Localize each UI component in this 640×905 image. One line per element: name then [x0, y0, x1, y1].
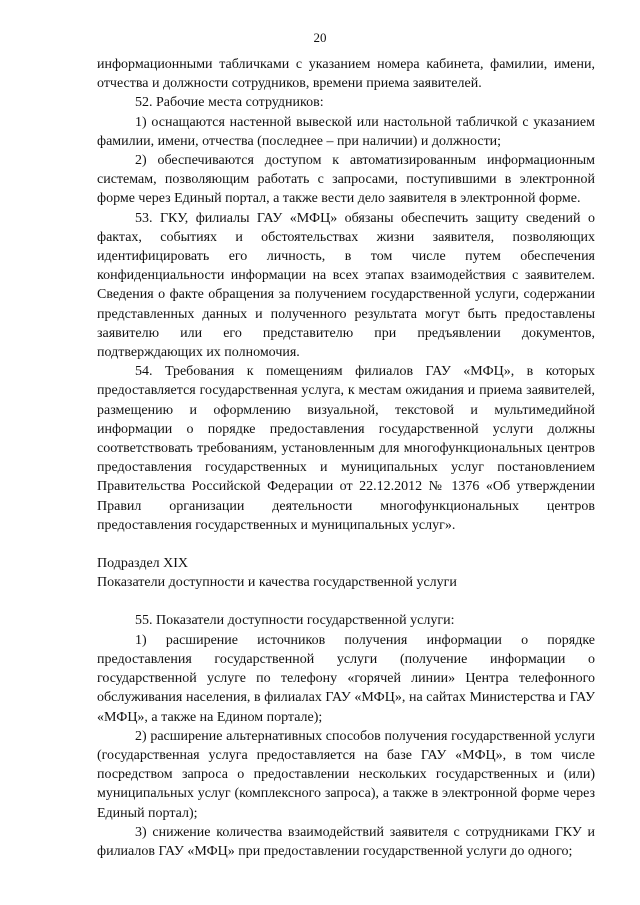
page-number: 20: [313, 30, 327, 45]
paragraph-54: 54. Требования к помещениям филиалов ГАУ «МФЦ», в которых предоставляется государственная услуга, к местам ожидания и приема заявителей, размещению и оформлению визуальной, текстовой и мультимедийной информации о порядке предоставления государственной услуги должны соответствовать требованиям, установленным для многофункциональных центров предоставления государственных и муниципальных услуг постановлением Правительства Российской Федерации от 22.12.2012 № 1376 «Об утверждении Правил организации деятельности многофункциональных центров предоставления государственных и муниципальных услуг».: [97, 364, 595, 533]
section-label: Подраздел XIX: [97, 556, 189, 572]
paragraph-continuation: информационными табличками с указанием номера кабинета, фамилии, имени, отчества и должности сотрудников, времени приема заявителей.: [97, 57, 595, 92]
paragraph-55-item-3: 3) снижение количества взаимодействий заявителя с сотрудниками ГКУ и филиалов ГАУ «МФЦ» при предоставлении государственной услуги до одного;: [97, 824, 595, 859]
document-body: [97, 55, 595, 861]
paragraph-52: 52. Рабочие места сотрудников:: [135, 95, 324, 111]
paragraph-55: 55. Показатели доступности государственной услуги:: [135, 613, 455, 629]
paragraph-55-item-1: 1) расширение источников получения информации о порядке предоставления государственной услуги (получение информации о государственной услуге по телефону «горячей линии» Центра телефонного обслуживания населения, в филиалах ГАУ «МФЦ», на сайтах Министерства и ГАУ «МФЦ», а также на Едином портале);: [97, 632, 595, 725]
paragraph-55-item-2: 2) расширение альтернативных способов получения государственной услуги (государственная услуга предоставляется на базе ГАУ «МФЦ», в том числе посредством запроса о предоставлении нескольких государственных и (или) муниципальных услуг (комплексного запроса), а также в электронной форме через Единый портал);: [97, 728, 595, 821]
paragraph-53: 53. ГКУ, филиалы ГАУ «МФЦ» обязаны обеспечить защиту сведений о фактах, событиях и обстоятельствах жизни заявителя, позволяющих идентифицировать его личность, в том числе путем обеспечения конфиденциальности информации на всех этапах взаимодействия с заявителем. Сведения о факте обращения за получением государственной услуги, содержании представленных данных и полученного результата могут быть предоставлены заявителю или его представителю при предъявлении документов, подтверждающих их полномочия.: [97, 210, 595, 361]
section-title: Показатели доступности и качества государственной услуги: [97, 575, 457, 591]
paragraph-52-item-1: 1) оснащаются настенной вывеской или настольной табличкой с указанием фамилии, имени, отчества (последнее – при наличии) и должности;: [97, 114, 595, 149]
paragraph-52-item-2: 2) обеспечиваются доступом к автоматизированным информационным системам, позволяющим работать с запросами, поступившими в электронной форме через Единый портал, а также вести дело заявителя в электронной форме.: [97, 153, 595, 207]
